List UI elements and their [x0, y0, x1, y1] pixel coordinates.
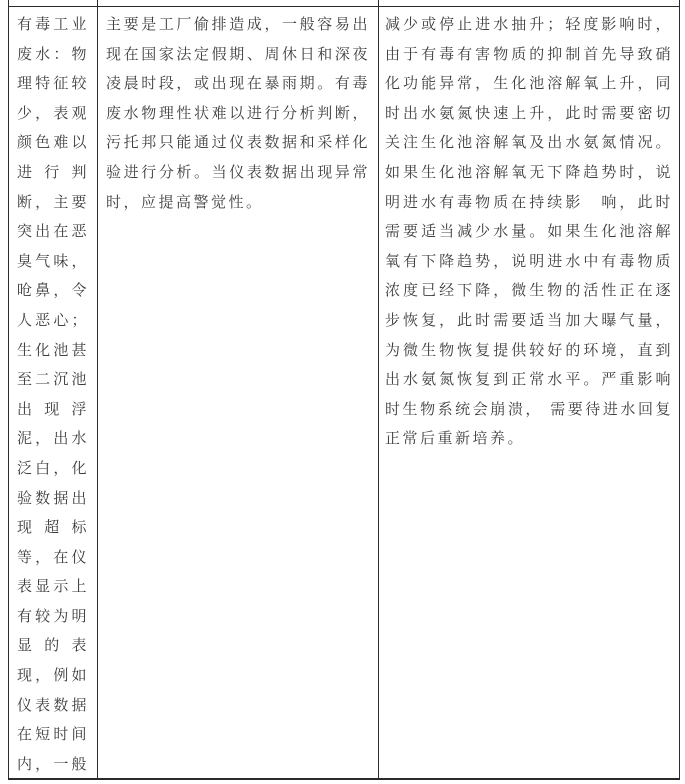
cell-cause-analysis: 主要是工厂偷排造成，一般容易出现在国家法定假期、周休日和深夜凌晨时段，或出现在暴雨期。有毒废水物理性状难以进行分析判断，污托邦只能通过仪表数据和采样化验进行分析。当仪表数据出现异常时，应提高警觉性。	[97, 7, 378, 778]
table-border-segment	[97, 0, 378, 6]
wastewater-table	[8, 0, 680, 780]
table-row	[8, 6, 680, 780]
cell-toxic-wastewater-characteristics: 有毒工业废水：物理特征较少，表观颜色难以进行判断，主要突出在恶臭气味，呛鼻，令人恶心；生化池甚至二沉池出现浮泥，出水泛白，化验数据出现超标等，在仪表显示上有较为明显的表现，例如仪表数据在短时间内，一般	[8, 7, 97, 778]
cropped-previous-row-border	[8, 0, 680, 6]
table-border-segment	[378, 0, 680, 6]
table-border-segment	[8, 0, 97, 6]
cell-handling-measures: 减少或停止进水抽升；轻度影响时，由于有毒有害物质的抑制首先导致硝化功能异常，生化池溶解氧上升，同时出水氨氮快速上升，此时需要密切关注生化池溶解氧及出水氨氮情况。如果生化池溶解氧无下降趋势时，说明进水有毒物质在持续影 响，此时需要适当减少水量。如果生化池溶解氧有下降趋势，说明进水中有毒物质浓度已经下降，微生物的活性正在逐步恢复，此时需要适当加大曝气量，为微生物恢复提供较好的环境，直到出水氨氮恢复到正常水平。严重影响时生物系统会崩溃， 需要待进水回复正常后重新培养。	[378, 7, 680, 778]
